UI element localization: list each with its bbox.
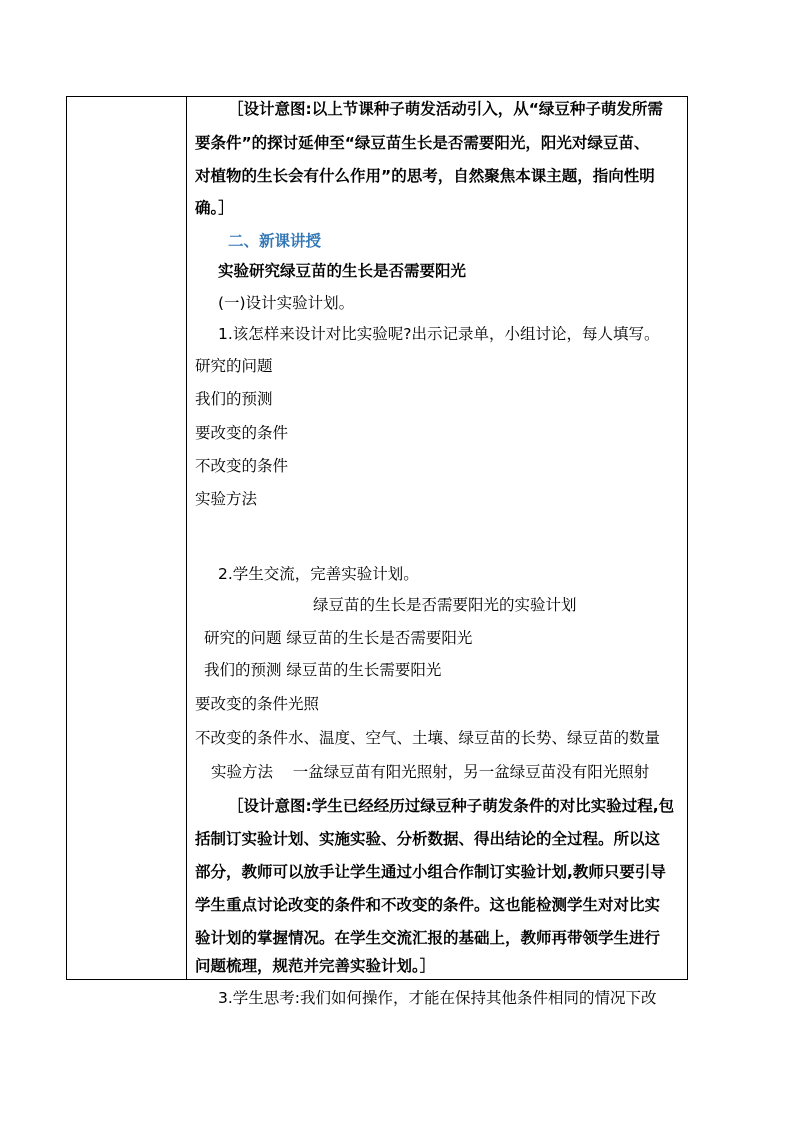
step-1: 1.该怎样来设计对比实验呢?出示记录单，小组讨论，每人填写。 (218, 325, 660, 343)
design-intent-2-line-6: 问题梳理，规范并完善实验计划。］ (195, 957, 436, 975)
design-intent-2-line-2: 括制订实验计划、实施实验、分析数据、得出结论的全过程。所以这 (195, 830, 661, 848)
experiment-title: 实验研究绿豆苗的生长是否需要阳光 (218, 262, 467, 280)
plan-row-question: 研究的问题 绿豆苗的生长是否需要阳光 (204, 629, 473, 647)
plan-row-method: 实验方法 一盆绿豆苗有阳光照射，另一盆绿豆苗没有阳光照射 (211, 763, 650, 781)
form-field-unchanged-condition: 不改变的条件 (195, 457, 289, 475)
design-intent-2-line-5: 验计划的掌握情况。在学生交流汇报的基础上，教师再带领学生进行 (195, 929, 661, 947)
step-3: 3.学生思考:我们如何操作，才能在保持其他条件相同的情况下改 (218, 989, 657, 1007)
design-intent-2-line-3: 部分，教师可以放手让学生通过小组合作制订实验计划,教师只要引导 (195, 863, 666, 881)
subsection-design-plan: (一)设计实验计划。 (218, 294, 355, 312)
step-2: 2.学生交流，完善实验计划。 (218, 565, 419, 583)
design-intent-2-line-4: 学生重点讨论改变的条件和不改变的条件。这也能检测学生对对比实 (195, 896, 661, 914)
design-intent-line-2: 要条件”的探讨延伸至“绿豆苗生长是否需要阳光，阳光对绿豆苗、 (195, 134, 650, 152)
plan-title: 绿豆苗的生长是否需要阳光的实验计划 (313, 596, 577, 614)
form-field-changed-condition: 要改变的条件 (195, 424, 289, 442)
section-heading: 二、新课讲授 (228, 232, 322, 250)
form-field-method: 实验方法 (195, 490, 258, 508)
plan-row-unchanged-condition: 不改变的条件水、温度、空气、土壤、绿豆苗的长势、绿豆苗的数量 (195, 729, 661, 747)
table-column-divider (186, 96, 187, 980)
plan-row-prediction: 我们的预测 绿豆苗的生长需要阳光 (204, 661, 442, 679)
design-intent-line-3: 对植物的生长会有什么作用”的思考，自然聚焦本课主题，指向性明 (195, 167, 655, 185)
form-field-question: 研究的问题 (195, 357, 273, 375)
design-intent-2-line-1: ［设计意图:学生已经经历过绿豆种子萌发条件的对比实验过程,包 (228, 797, 675, 815)
plan-row-changed-condition: 要改变的条件光照 (195, 695, 320, 713)
form-field-prediction: 我们的预测 (195, 390, 273, 408)
design-intent-line-4: 确。］ (195, 199, 234, 217)
design-intent-line-1: ［设计意图:以上节课种子萌发活动引入，从“绿豆种子萌发所需 (228, 100, 663, 118)
